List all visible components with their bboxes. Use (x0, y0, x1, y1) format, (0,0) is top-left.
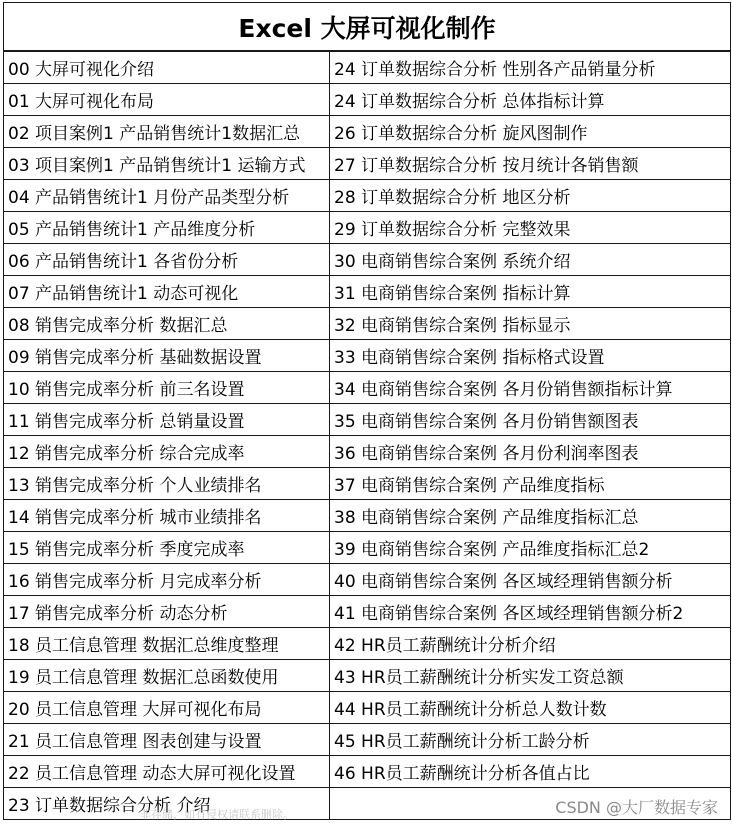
table-row (4, 84, 731, 116)
lesson-cell-right[interactable]: 27 订单数据综合分析 按月统计各销售额 (330, 148, 731, 180)
table-row (4, 436, 731, 468)
table-row (4, 51, 731, 84)
table-row (4, 308, 731, 340)
table-row (4, 596, 731, 628)
lesson-cell-left[interactable]: 16 销售完成率分析 月完成率分析 (4, 564, 330, 596)
lesson-cell-left[interactable]: 07 产品销售统计1 动态可视化 (4, 276, 330, 308)
lesson-cell-left[interactable]: 17 销售完成率分析 动态分析 (4, 596, 330, 628)
table-row (4, 276, 731, 308)
table-row (4, 628, 731, 660)
lesson-cell-right[interactable]: 42 HR员工薪酬统计分析介绍 (330, 628, 731, 660)
csdn-watermark: CSDN @大厂数据专家 (555, 798, 718, 817)
lesson-cell-left[interactable]: 00 大屏可视化介绍 (4, 51, 330, 84)
lesson-cell-left[interactable]: 10 销售完成率分析 前三名设置 (4, 372, 330, 404)
lesson-cell-right[interactable]: 45 HR员工薪酬统计分析工龄分析 (330, 724, 731, 756)
lesson-table (3, 2, 731, 820)
faint-notice: 非存储，如有侵权请联系删除。 (140, 808, 294, 821)
lesson-cell-left[interactable]: 18 员工信息管理 数据汇总维度整理 (4, 628, 330, 660)
lesson-cell-right[interactable]: 32 电商销售综合案例 指标显示 (330, 308, 731, 340)
lesson-cell-left[interactable]: 23 订单数据综合分析 介绍 (4, 788, 330, 820)
table-row (4, 244, 731, 276)
table-row (4, 500, 731, 532)
lesson-cell-left[interactable]: 12 销售完成率分析 综合完成率 (4, 436, 330, 468)
lesson-cell-left[interactable]: 19 员工信息管理 数据汇总函数使用 (4, 660, 330, 692)
lesson-cell-left[interactable]: 11 销售完成率分析 总销量设置 (4, 404, 330, 436)
lesson-cell-right[interactable]: 35 电商销售综合案例 各月份销售额图表 (330, 404, 731, 436)
lesson-cell-right[interactable]: 40 电商销售综合案例 各区域经理销售额分析 (330, 564, 731, 596)
lesson-cell-right[interactable]: 34 电商销售综合案例 各月份销售额指标计算 (330, 372, 731, 404)
lesson-cell-right[interactable]: 30 电商销售综合案例 系统介绍 (330, 244, 731, 276)
lesson-cell-left[interactable]: 13 销售完成率分析 个人业绩排名 (4, 468, 330, 500)
table-row (4, 404, 731, 436)
lesson-cell-left[interactable]: 06 产品销售统计1 各省份分析 (4, 244, 330, 276)
table-row (4, 372, 731, 404)
lesson-cell-right[interactable]: 43 HR员工薪酬统计分析实发工资总额 (330, 660, 731, 692)
lesson-cell-left[interactable]: 14 销售完成率分析 城市业绩排名 (4, 500, 330, 532)
sheet-title: Excel 大屏可视化制作 (4, 3, 731, 52)
lesson-cell-right[interactable]: 36 电商销售综合案例 各月份利润率图表 (330, 436, 731, 468)
table-row (4, 180, 731, 212)
lesson-cell-right[interactable]: 38 电商销售综合案例 产品维度指标汇总 (330, 500, 731, 532)
lesson-cell-right[interactable]: 31 电商销售综合案例 指标计算 (330, 276, 731, 308)
lesson-cell-right[interactable]: 24 订单数据综合分析 性别各产品销量分析 (330, 51, 731, 84)
lesson-cell-right[interactable]: 46 HR员工薪酬统计分析各值占比 (330, 756, 731, 788)
table-row (4, 564, 731, 596)
lesson-cell-left[interactable]: 20 员工信息管理 大屏可视化布局 (4, 692, 330, 724)
lesson-cell-left[interactable]: 04 产品销售统计1 月份产品类型分析 (4, 180, 330, 212)
table-row (4, 340, 731, 372)
lesson-cell-left[interactable]: 09 销售完成率分析 基础数据设置 (4, 340, 330, 372)
title-row (4, 3, 731, 52)
table-row (4, 660, 731, 692)
lesson-cell-right[interactable]: 24 订单数据综合分析 总体指标计算 (330, 84, 731, 116)
table-row (4, 468, 731, 500)
lesson-cell-right[interactable]: 33 电商销售综合案例 指标格式设置 (330, 340, 731, 372)
lesson-cell-right[interactable]: 41 电商销售综合案例 各区域经理销售额分析2 (330, 596, 731, 628)
lesson-cell-left[interactable]: 05 产品销售统计1 产品维度分析 (4, 212, 330, 244)
lesson-cell-right[interactable]: 28 订单数据综合分析 地区分析 (330, 180, 731, 212)
lesson-cell-left[interactable]: 02 项目案例1 产品销售统计1数据汇总 (4, 116, 330, 148)
lesson-cell-right[interactable]: 26 订单数据综合分析 旋风图制作 (330, 116, 731, 148)
lesson-cell-right[interactable]: 37 电商销售综合案例 产品维度指标 (330, 468, 731, 500)
table-row (4, 532, 731, 564)
table-row (4, 116, 731, 148)
table-row (4, 692, 731, 724)
table-row (4, 148, 731, 180)
lesson-cell-right[interactable]: 44 HR员工薪酬统计分析总人数计数 (330, 692, 731, 724)
lesson-cell-left[interactable]: 08 销售完成率分析 数据汇总 (4, 308, 330, 340)
lesson-cell-left[interactable]: 01 大屏可视化布局 (4, 84, 330, 116)
lesson-cell-left[interactable]: 03 项目案例1 产品销售统计1 运输方式 (4, 148, 330, 180)
lesson-cell-right[interactable]: 29 订单数据综合分析 完整效果 (330, 212, 731, 244)
table-row (4, 212, 731, 244)
lesson-cell-left[interactable]: 15 销售完成率分析 季度完成率 (4, 532, 330, 564)
table-row (4, 724, 731, 756)
lesson-cell-right[interactable]: 39 电商销售综合案例 产品维度指标汇总2 (330, 532, 731, 564)
table-row (4, 756, 731, 788)
lesson-cell-left[interactable]: 21 员工信息管理 图表创建与设置 (4, 724, 330, 756)
lesson-cell-left[interactable]: 22 员工信息管理 动态大屏可视化设置 (4, 756, 330, 788)
